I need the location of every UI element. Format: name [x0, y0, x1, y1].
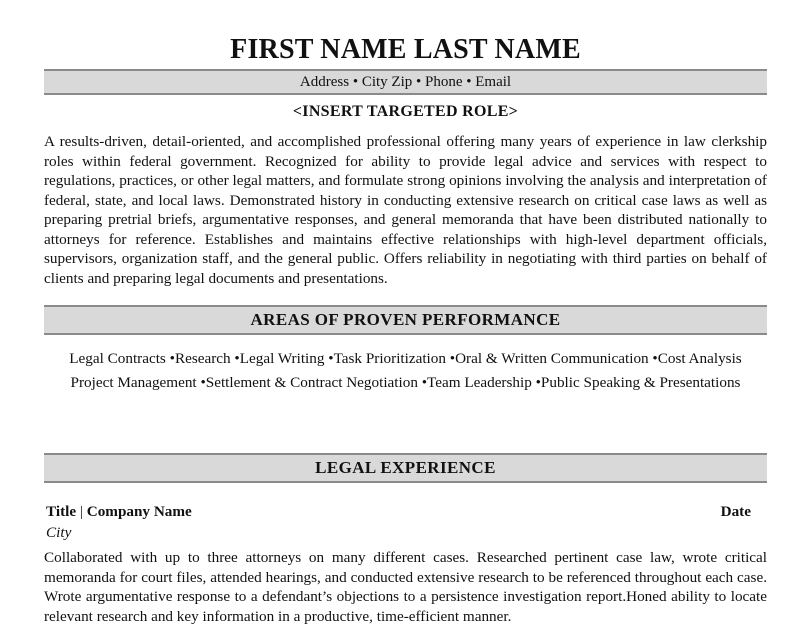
contact-line: Address • City Zip • Phone • Email — [299, 74, 512, 90]
job-date: Date — [720, 503, 751, 520]
skills-list — [44, 347, 767, 394]
targeted-role: <INSERT TARGETED ROLE> — [292, 103, 519, 120]
job-company: Company Name — [86, 503, 192, 520]
section-title-performance: AREAS OF PROVEN PERFORMANCE — [250, 310, 561, 329]
job-separator: | — [79, 503, 83, 520]
section-header-experience — [44, 453, 767, 483]
professional-summary: A results-driven, detail-oriented, and accomplished professional offering many years of experience in law clerkship roles within federal government. Recognized for ability to provide legal advice and services with respect to regulations, practices, or other legal matters, and formulate strong opinions involving the analysis and interpretation of federal, state, and local laws. Demonstrated history in conducting extensive research on critical case laws as well as preparing pretrial briefs, argumentative responses, and general memoranda that have been distributed nationally to attorneys for reference. Establishes and maintains effective relationships with high-level department officials, supervisors, organization staff, and the general public. Offers reliability in negotiating with third parties on behalf of clients and preparing legal documents and presentations. — [44, 133, 767, 287]
job-description: Collaborated with up to three attorneys on many different cases. Researched pertinent case law, wrote critical memoranda for court files, attended hearings, and conducted extensive research to be referenced throughout each case. Wrote argumentative response to a defendant’s objections to a persistence investigation report.Honed ability to locate relevant research and key information in a productive, time-efficient manner. — [44, 549, 767, 625]
contact-band — [44, 69, 767, 95]
job-title: Title — [46, 503, 77, 520]
skills-row-2: Project Management •Settlement & Contract Negotiation •Team Leadership •Public Speaking & Presentations — [70, 373, 741, 391]
job-title-company — [46, 502, 192, 522]
skills-row-1: Legal Contracts •Research •Legal Writing •Task Prioritization •Oral & Written Communication •Cost Analysis — [69, 350, 742, 367]
job-city: City — [46, 524, 72, 541]
candidate-name: FIRST NAME LAST NAME — [230, 34, 581, 65]
section-header-performance — [44, 305, 767, 335]
section-title-experience: LEGAL EXPERIENCE — [315, 458, 496, 477]
